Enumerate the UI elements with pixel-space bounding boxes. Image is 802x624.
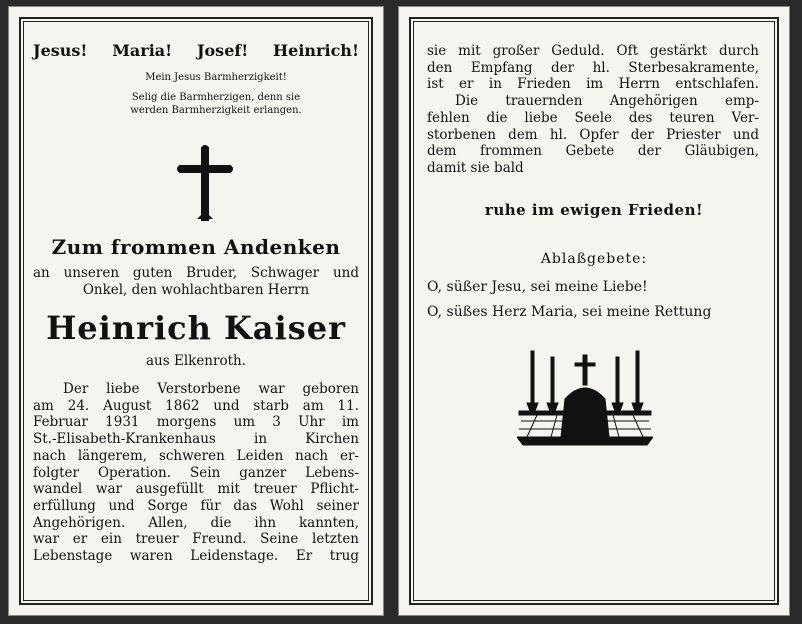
- header-name-jesus: Jesus!: [33, 41, 88, 60]
- text-line: dem frommen Gebete der Gläubigen,: [427, 143, 759, 160]
- verse-line-1: Mein Jesus Barmherzigkeit!: [145, 72, 287, 83]
- header-invocation: [33, 41, 359, 60]
- memorial-title: Zum frommen Andenken: [51, 235, 341, 259]
- verse-line-3: werden Barmherzigkeit erlangen.: [130, 105, 302, 116]
- verse-line-2: Selig die Barmherzigen, denn sie: [131, 92, 301, 103]
- text-line: damit sie bald: [427, 159, 524, 176]
- text-line: fehlen die liebe Seele des teuren Ver-: [427, 109, 759, 126]
- continuation-text: [427, 43, 759, 177]
- altar-illustration-icon: [517, 347, 653, 447]
- text-line: Die trauernden Angehörigen emp-: [455, 93, 759, 110]
- origin: aus Elkenroth.: [146, 353, 246, 369]
- header-name-josef: Josef!: [196, 41, 249, 60]
- biography: [33, 381, 359, 565]
- dedication: [33, 265, 359, 298]
- cross-icon: [177, 145, 233, 223]
- left-card: [8, 6, 384, 616]
- bio-line: Der liebe Verstorbene war geboren: [63, 381, 359, 397]
- text-line: storbenen dem hl. Opfer der Priester und: [427, 126, 759, 143]
- bio-line: St.-Elisabeth-Krankenhaus in Kirchen: [33, 431, 359, 448]
- header-name-heinrich: Heinrich!: [273, 41, 359, 60]
- dedication-line-1: an unseren guten Bruder, Schwager und: [33, 265, 359, 281]
- bio-line: erfüllung und Sorge für das Wohl seiner: [33, 497, 359, 514]
- bio-line: am 24. August 1862 und starb am 11.: [33, 397, 359, 414]
- rest-phrase: ruhe im ewigen Frieden!: [484, 201, 704, 219]
- text-line: sie mit großer Geduld. Oft gestärkt durch: [427, 43, 759, 59]
- text-line: ist er in Frieden im Herrn entschlafen.: [427, 76, 759, 93]
- header-name-maria: Maria!: [112, 41, 173, 60]
- dedication-line-2: Onkel, den wohlachtbaren Herrn: [82, 281, 310, 298]
- prayer-1: O, süßer Jesu, sei meine Liebe!: [427, 279, 648, 295]
- bio-line: Februar 1931 morgens um 3 Uhr im: [33, 414, 359, 431]
- deceased-name: Heinrich Kaiser: [46, 309, 346, 347]
- bio-line: Lebenstage waren Leidenstage. Er trug: [33, 548, 359, 565]
- indulgence-heading: Ablaßgebete:: [540, 251, 648, 267]
- text-line: den Empfang der hl. Sterbesakramente,: [427, 59, 759, 76]
- prayer-2: O, süßes Herz Maria, sei meine Rettung: [427, 304, 712, 320]
- bio-line: Angehörigen. Allen, die ihn kannten,: [33, 514, 359, 531]
- right-card: [398, 6, 790, 616]
- bio-line: wandel war ausgefüllt mit treuer Pflicht-: [33, 481, 359, 498]
- bio-line: war er ein treuer Freund. Seine letzten: [33, 531, 359, 548]
- bio-line: nach längerem, schweren Leiden nach er-: [33, 447, 359, 464]
- bio-line: folgter Operation. Sein ganzer Lebens-: [33, 464, 359, 481]
